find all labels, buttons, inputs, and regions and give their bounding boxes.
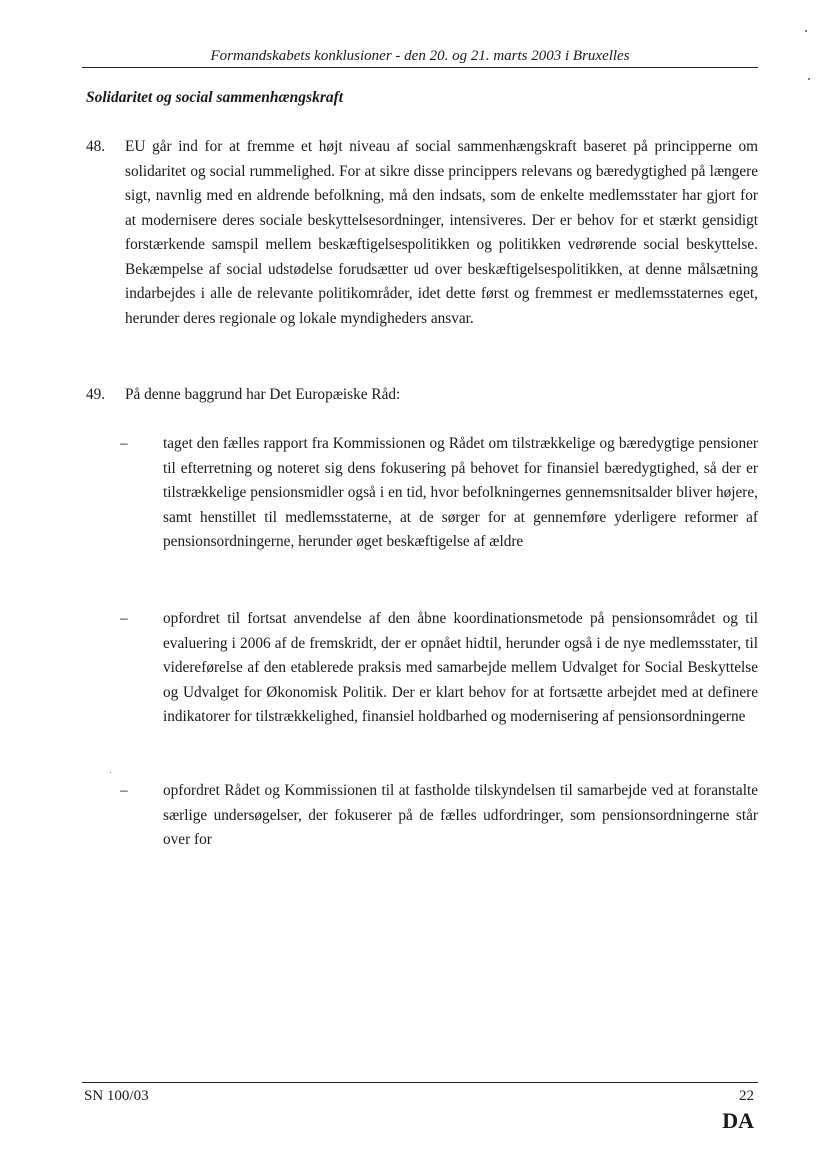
language-code: DA	[722, 1108, 754, 1133]
dash-bullet: –	[120, 610, 128, 627]
header-divider	[82, 67, 758, 68]
footer-divider	[82, 1082, 758, 1083]
list-item-text: opfordret Rådet og Kommissionen til at fastholde tilskyndelsen til samarbejde ved at foranstalte særlige undersøgelser, der fokuserer på de fælles udfordringer, som pensionsordningerne står over for	[163, 782, 758, 848]
running-header: Formandskabets konklusioner - den 20. og 21. marts 2003 i Bruxelles	[210, 48, 630, 64]
dash-bullet: –	[120, 435, 128, 452]
document-reference: SN 100/03	[84, 1088, 149, 1104]
scan-speck	[805, 30, 807, 32]
scan-speck	[808, 78, 810, 80]
scan-speck	[110, 772, 111, 773]
list-item	[120, 432, 758, 555]
paragraph-48	[86, 135, 758, 331]
paragraph-49	[86, 383, 758, 408]
list-item	[120, 779, 758, 853]
list-item	[120, 607, 758, 730]
paragraph-number: 49.	[86, 386, 106, 403]
paragraph-text: EU går ind for at fremme et højt niveau af social sammenhængskraft baseret på principperne om solidaritet og social rummelighed. For at sikre disse princippers relevans og bæredygtighed på længere sigt, navnlig med en aldrende befolkning, må den indsats, som de enkelte medlemsstater har gjort for at modernisere deres sociale beskyttelsesordninger, intensiveres. Der er behov for et stærkt gensidigt forstærkende samspil mellem beskæftigelsespolitikken og politikken vedrørende social beskyttelse. Bekæmpelse af social udstødelse forudsætter ud over beskæftigelsespolitikken, at denne målsætning indarbejdes i alle de relevante politikområder, idet dette først og fremmest er medlemsstaternes eget, herunder deres regionale og lokale myndigheders ansvar.	[125, 138, 758, 327]
list-item-text: opfordret til fortsat anvendelse af den åbne koordinationsmetode på pensionsområdet og til evaluering i 2006 af de fremskridt, der er opnået hidtil, herunder også i de nye medlemsstater, til videreførelse af den etablerede praksis med samarbejde mellem Udvalget for Social Beskyttelse og Udvalget for Økonomisk Politik. Der er klart behov for at fortsætte arbejdet med at definere indikatorer for tilstrækkelighed, finansiel holdbarhed og modernisering af pensionsordningerne	[163, 610, 758, 725]
page-number: 22	[739, 1088, 754, 1104]
section-title: Solidaritet og social sammenhængskraft	[86, 89, 344, 106]
list-item-text: taget den fælles rapport fra Kommissionen og Rådet om tilstrækkelige og bæredygtige pensioner til efterretning og noteret sig dens fokusering på behovet for finansiel bæredygtighed, så der er tilstrækkelige pensionsmidler også i en tid, hvor befolkningernes gennemsnitsalder bliver højere, samt henstillet til medlemsstaterne, at de sørger for at gennemføre yderligere reformer af pensionsordningerne, herunder øget beskæftigelse af ældre	[163, 435, 758, 550]
paragraph-number: 48.	[86, 138, 106, 155]
dash-bullet: –	[120, 782, 128, 799]
paragraph-text: På denne baggrund har Det Europæiske Råd:	[125, 386, 401, 403]
